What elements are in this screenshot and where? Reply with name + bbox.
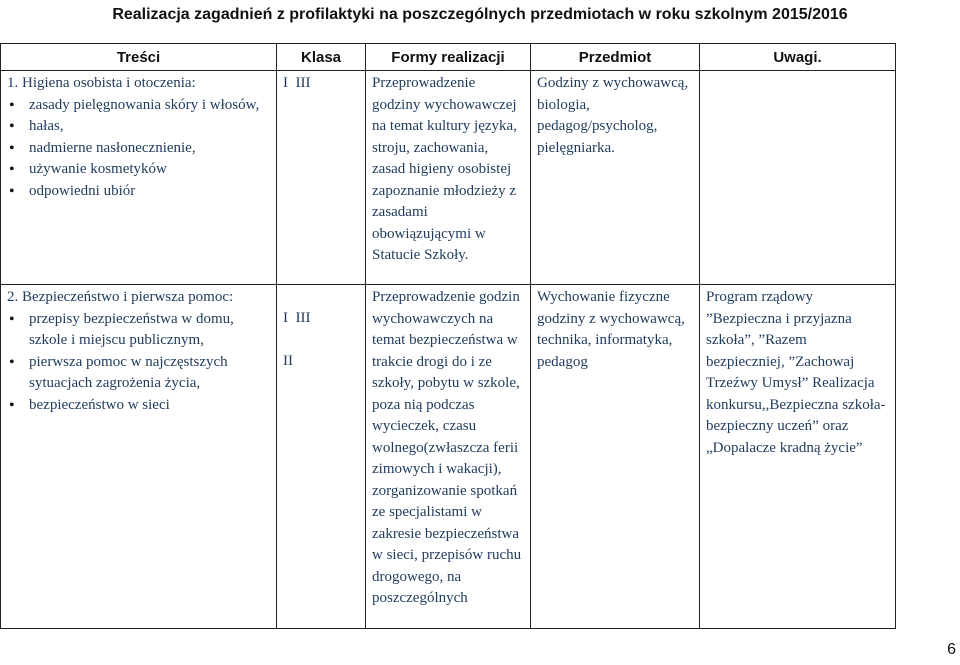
cell-klasa	[277, 285, 366, 629]
header-przedmiot: Przedmiot	[531, 44, 700, 71]
document-title: Realizacja zagadnień z profilaktyki na poszczególnych przedmiotach w roku szkolnym 2015/2016	[112, 6, 848, 23]
tresci-heading: 1. Higiena osobista i otoczenia:	[7, 75, 196, 91]
tresci-heading: 2. Bezpieczeństwo i pierwsza pomoc:	[7, 289, 234, 305]
tresci-list	[7, 309, 270, 417]
list-item: • hałas,	[7, 116, 270, 138]
list-item: • pierwsza pomoc w najczęstszych sytuacjach zagrożenia życia,	[7, 352, 270, 395]
header-tresci: Treści	[1, 44, 277, 71]
page-number: 6	[947, 641, 956, 658]
cell-formy: Przeprowadzenie godzin wychowawczych na temat bezpieczeństwa w trakcie drogi do i ze szkoły, pobytu w szkole, poza nią podczas wycieczek, czasu wolnego(zwłaszcza ferii zimowych i wakacji), zorganizowanie spotkań ze specjalistami w zakresie bezpieczeństwa w sieci, przepisów ruchu drogowego, na poszczególnych	[366, 285, 531, 629]
list-item: • używanie kosmetyków	[7, 159, 270, 181]
list-item: • nadmierne nasłonecznienie,	[7, 138, 270, 160]
header-formy: Formy realizacji	[366, 44, 531, 71]
cell-uwagi: Program rządowy ”Bezpieczna i przyjazna szkoła”, ”Razem bezpieczniej, ”Zachowaj Trzeźwy Umysł” Realizacja konkursu,,Bezpieczna szkoła-bezpieczny uczeń” oraz „Dopalacze kradną życie”	[700, 285, 896, 629]
klasa-value: I III	[283, 75, 311, 91]
cell-tresci	[1, 71, 277, 285]
cell-uwagi	[700, 71, 896, 285]
list-item: • bezpieczeństwo w sieci	[7, 395, 270, 417]
tresci-list	[7, 95, 270, 203]
header-klasa: Klasa	[277, 44, 366, 71]
klasa-value: I III	[283, 310, 311, 326]
header-uwagi: Uwagi.	[700, 44, 896, 71]
list-item: • przepisy bezpieczeństwa w domu, szkole i miejscu publicznym,	[7, 309, 270, 352]
list-item: • odpowiedni ubiór	[7, 181, 270, 203]
table-row	[1, 285, 896, 629]
list-item: • zasady pielęgnowania skóry i włosów,	[7, 95, 270, 117]
table-header-row	[1, 44, 896, 71]
klasa-value: II	[283, 352, 293, 369]
table-row	[1, 71, 896, 285]
cell-formy: Przeprowadzenie godziny wychowawczej na temat kultury języka, stroju, zachowania, zasad higieny osobistej zapoznanie młodzieży z zasadami obowiązującymi w Statucie Szkoły.	[366, 71, 531, 285]
plan-table	[0, 43, 896, 629]
cell-klasa	[277, 71, 366, 285]
cell-przedmiot: Wychowanie fizyczne godziny z wychowawcą, technika, informatyka, pedagog	[531, 285, 700, 629]
cell-przedmiot: Godziny z wychowawcą, biologia, pedagog/psycholog, pielęgniarka.	[531, 71, 700, 285]
cell-tresci	[1, 285, 277, 629]
